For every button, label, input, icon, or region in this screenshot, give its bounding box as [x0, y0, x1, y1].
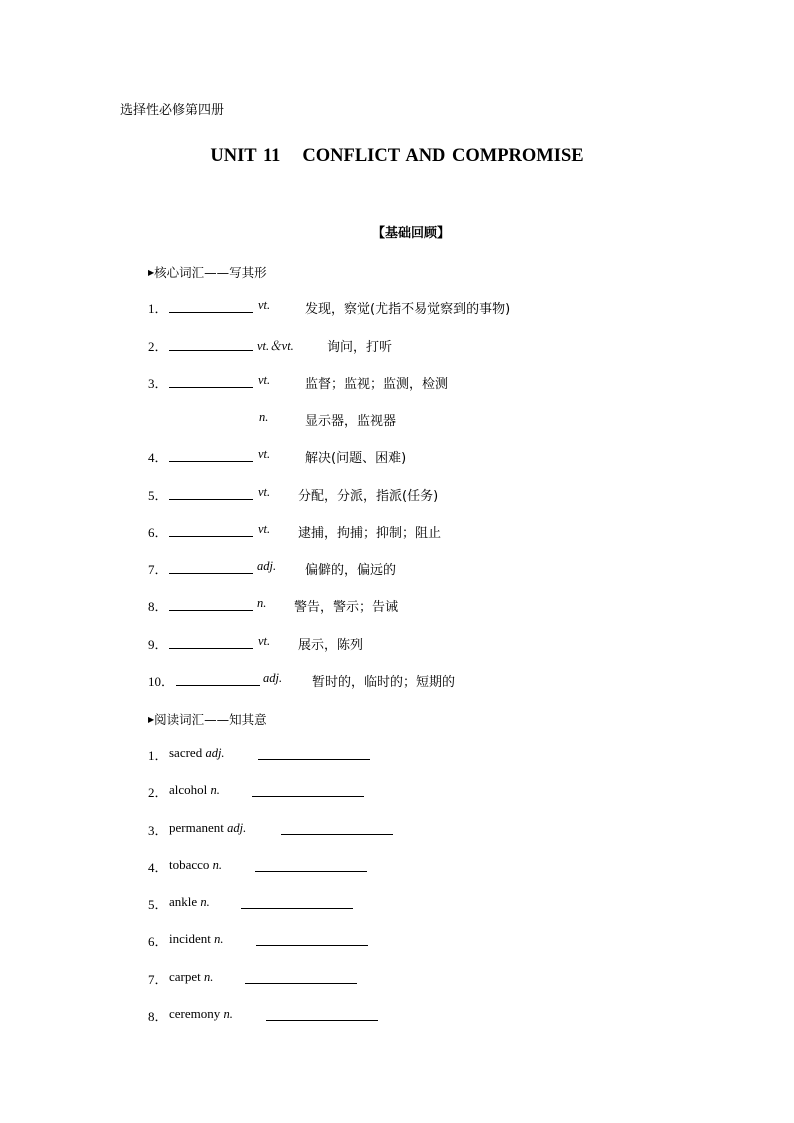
write-item [0, 410, 794, 430]
chinese-meaning: 显示器，监视器 [305, 414, 397, 429]
part1-title: 核心词汇——写其形 [154, 265, 267, 280]
answer-blank[interactable] [256, 931, 368, 946]
part-of-speech: adj. [227, 821, 247, 835]
word-text: ceremony [169, 1006, 221, 1021]
chinese-meaning: 监督；监视；监测，检测 [305, 377, 449, 392]
chinese-meaning: 偏僻的，偏远的 [305, 563, 397, 578]
item-number: 2． [148, 785, 168, 800]
part-of-speech: n. [214, 932, 224, 946]
read-item [0, 820, 794, 840]
item-number: 2． [148, 339, 168, 354]
read-item [0, 745, 794, 765]
answer-blank[interactable] [266, 1006, 378, 1021]
part-of-speech: vt. [258, 485, 271, 499]
part-of-speech: n. [223, 1007, 233, 1021]
part-of-speech: vt. [258, 634, 271, 648]
answer-blank[interactable] [169, 522, 253, 537]
part-of-speech: adj. [257, 559, 277, 573]
answer-blank[interactable] [169, 447, 253, 462]
triangle-bullet-icon: ▶ [148, 715, 155, 724]
answer-blank[interactable] [169, 336, 253, 351]
part-of-speech: vt. [258, 447, 271, 461]
part2-heading [148, 710, 267, 728]
word-text: permanent [169, 820, 224, 835]
word-text: incident [169, 931, 211, 946]
answer-blank[interactable] [281, 820, 393, 835]
answer-blank[interactable] [169, 596, 253, 611]
item-number: 6． [148, 525, 168, 540]
english-word [169, 745, 225, 761]
triangle-bullet-icon: ▶ [148, 268, 155, 277]
answer-blank[interactable] [252, 782, 364, 797]
item-number: 5． [148, 488, 168, 503]
unit-title [0, 146, 794, 167]
item-number: 7． [148, 562, 168, 577]
chinese-meaning: 解决(问题、困难) [305, 451, 407, 466]
read-item [0, 931, 794, 951]
english-word [169, 969, 213, 985]
read-item [0, 1006, 794, 1026]
word-text: carpet [169, 969, 201, 984]
item-number: 7． [148, 972, 168, 987]
english-word [169, 820, 246, 836]
part1-heading [148, 263, 267, 281]
part-of-speech: n. [212, 858, 223, 872]
answer-blank[interactable] [169, 485, 253, 500]
word-text: alcohol [169, 782, 208, 797]
chinese-meaning: 警告，警示；告诫 [294, 600, 399, 615]
item-number: 5． [148, 897, 168, 912]
write-item [0, 485, 794, 505]
part-of-speech: vt. [258, 298, 271, 312]
word-text: ankle [169, 894, 198, 909]
part-of-speech: vt. [258, 522, 271, 536]
answer-blank[interactable] [169, 373, 253, 388]
write-item [0, 522, 794, 542]
part-of-speech: n. [257, 596, 267, 610]
read-item [0, 969, 794, 989]
write-item [0, 634, 794, 654]
answer-blank[interactable] [169, 559, 253, 574]
english-word [169, 857, 222, 873]
write-item [0, 298, 794, 318]
write-item [0, 559, 794, 579]
item-number: 4． [148, 450, 168, 465]
item-number: 1． [148, 301, 168, 316]
chinese-meaning: 询问，打听 [327, 340, 393, 355]
write-item [0, 447, 794, 467]
unit-name: CONFLICT AND COMPROMISE [302, 146, 584, 166]
write-item [0, 373, 794, 393]
answer-blank[interactable] [169, 634, 253, 649]
part-of-speech: adj. [263, 671, 283, 685]
part-of-speech: adj. [205, 746, 225, 760]
item-number: 4． [148, 860, 168, 875]
part-of-speech: n. [200, 895, 210, 909]
part-of-speech: vt.＆vt. [257, 339, 294, 353]
item-number: 6． [148, 934, 168, 949]
word-text: sacred [169, 745, 203, 760]
item-number: 10． [148, 674, 175, 689]
write-item [0, 336, 794, 356]
word-text: tobacco [169, 857, 210, 872]
part2-title: 阅读词汇——知其意 [154, 712, 267, 727]
english-word [169, 894, 210, 910]
book-header: 选择性必修第四册 [120, 103, 225, 118]
item-number: 3． [148, 376, 168, 391]
answer-blank[interactable] [241, 894, 353, 909]
chinese-meaning: 分配，分派，指派(任务) [298, 489, 439, 504]
section-title: 【基础回顾】 [372, 226, 451, 241]
item-number: 8． [148, 599, 168, 614]
item-number: 1． [148, 748, 168, 763]
chinese-meaning: 暂时的，临时的；短期的 [312, 675, 456, 690]
read-item [0, 857, 794, 877]
answer-blank[interactable] [245, 969, 357, 984]
chinese-meaning: 发现，察觉(尤指不易觉察到的事物) [305, 302, 511, 317]
english-word [169, 1006, 233, 1022]
english-word [169, 782, 220, 798]
answer-blank[interactable] [169, 298, 253, 313]
chinese-meaning: 逮捕，拘捕；抑制；阻止 [298, 526, 442, 541]
part-of-speech: vt. [258, 373, 271, 387]
part-of-speech: n. [210, 783, 220, 797]
read-item [0, 894, 794, 914]
item-number: 3． [148, 823, 168, 838]
answer-blank[interactable] [176, 671, 260, 686]
read-item [0, 782, 794, 802]
chinese-meaning: 展示，陈列 [298, 638, 364, 653]
item-number: 8． [148, 1009, 168, 1024]
item-number: 9． [148, 637, 168, 652]
write-item [0, 671, 794, 691]
answer-blank[interactable] [255, 857, 367, 872]
part-of-speech: n. [204, 970, 214, 984]
english-word [169, 931, 224, 947]
unit-code: UNIT 11 [210, 146, 281, 166]
write-item [0, 596, 794, 616]
part-of-speech: n. [259, 410, 269, 424]
answer-blank[interactable] [258, 745, 370, 760]
